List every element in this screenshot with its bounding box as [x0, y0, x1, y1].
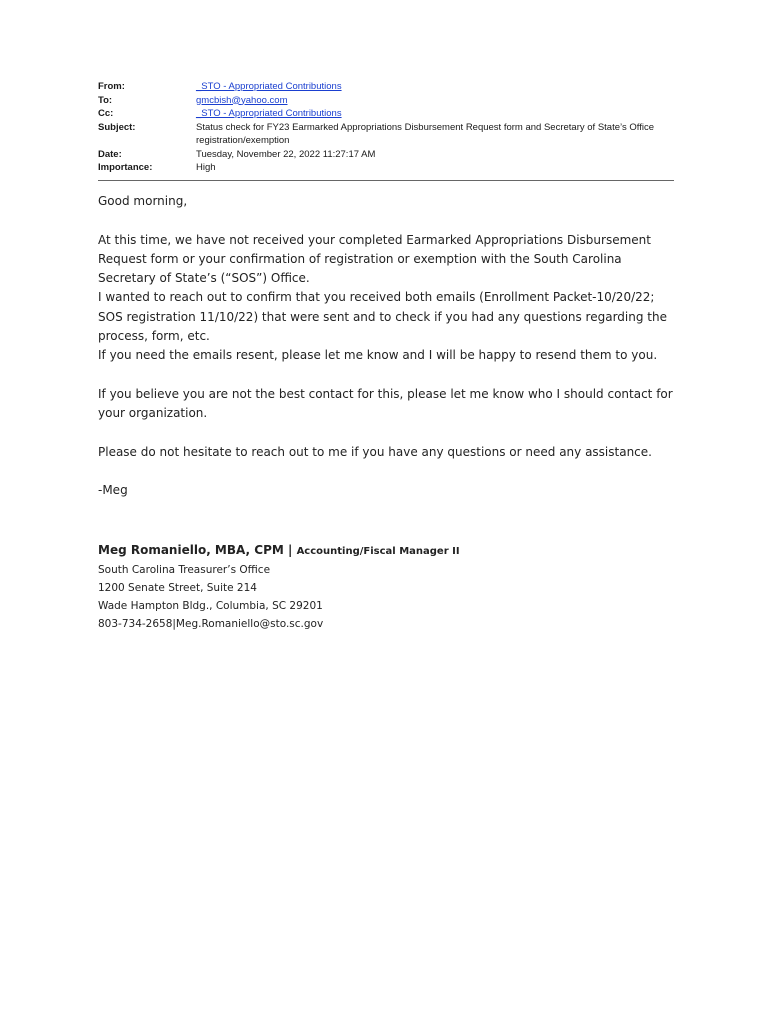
email-body	[98, 192, 678, 501]
to-label: To:	[98, 94, 113, 106]
importance-label: Importance:	[98, 162, 153, 173]
body-paragraph-3: If you need the emails resent, please let me know and I will be happy to resend them to you.	[98, 348, 658, 363]
signature-address-1: 1200 Senate Street, Suite 214	[98, 582, 257, 594]
header-divider	[98, 180, 674, 181]
date-row	[98, 148, 674, 162]
subject-label: Subject:	[98, 121, 136, 133]
from-label: From:	[98, 81, 125, 92]
importance-row	[98, 161, 674, 175]
signature-contact: 803-734-2658|Meg.Romaniello@sto.sc.gov	[98, 618, 324, 630]
to-link[interactable]: gmcbish@yahoo.com	[196, 94, 288, 106]
subject-row	[98, 121, 674, 148]
email-header	[98, 80, 674, 175]
signature-office: South Carolina Treasurer’s Office	[98, 564, 271, 576]
signature-name-line	[98, 541, 678, 561]
body-paragraph-2: I wanted to reach out to confirm that you received both emails (Enrollment Packet-10/20/22; SOS registration 11/10/22) that were sent and to check if you had any questions regarding the process, form, etc.	[98, 290, 667, 344]
from-row	[98, 80, 674, 94]
signature-title: Accounting/Fiscal Manager II	[296, 546, 460, 557]
to-row	[98, 94, 674, 108]
signature-separator: |	[283, 543, 297, 557]
body-paragraph-4: If you believe you are not the best contact for this, please let me know who I should contact for your organization.	[98, 386, 673, 421]
blank-line	[98, 424, 678, 443]
blank-line	[98, 366, 678, 385]
signature-address-2: Wade Hampton Bldg., Columbia, SC 29201	[98, 600, 323, 612]
blank-line	[98, 462, 678, 481]
body-paragraph-1: At this time, we have not received your completed Earmarked Appropriations Disbursement Request form or your confirmation of registration or exemption with the South Carolina Secretary of State’s (“SOS”) Office.	[98, 232, 651, 286]
date-label: Date:	[98, 148, 122, 160]
signature-name: Meg Romaniello, MBA, CPM	[98, 543, 284, 557]
body-paragraph-5: Please do not hesitate to reach out to me if you have any questions or need any assistance.	[98, 444, 652, 459]
date-value: Tuesday, November 22, 2022 11:27:17 AM	[196, 148, 376, 160]
subject-value: Status check for FY23 Earmarked Appropriations Disbursement Request form and Secretary of State’s Office registration/exemption	[196, 121, 654, 146]
importance-value: High	[196, 162, 216, 173]
blank-line	[98, 211, 678, 230]
cc-link[interactable]: _STO - Appropriated Contributions	[196, 108, 342, 119]
cc-label: Cc:	[98, 108, 114, 119]
cc-row	[98, 107, 674, 121]
from-link[interactable]: _STO - Appropriated Contributions	[196, 81, 342, 92]
email-signature	[98, 541, 678, 633]
greeting: Good morning,	[98, 194, 188, 208]
signoff: -Meg	[98, 483, 128, 498]
